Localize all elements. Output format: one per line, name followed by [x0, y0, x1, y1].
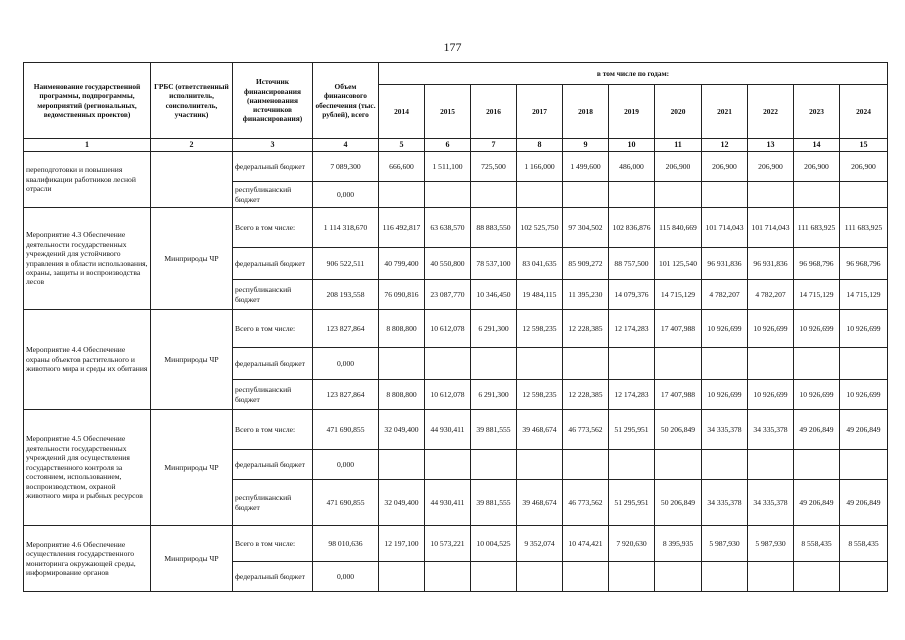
year-value-2022: 10 926,699 — [748, 310, 794, 348]
year-value-2024 — [840, 182, 888, 208]
year-value-2022 — [748, 562, 794, 592]
year-value-2022 — [748, 348, 794, 380]
year-value-2019: 102 836,876 — [609, 208, 655, 248]
table-body — [24, 152, 888, 592]
funding-source: федеральный бюджет — [233, 450, 313, 480]
header-name: Наименование государственной программы, подпрограммы, мероприятий (региональных, ведомственных проектов) — [24, 63, 151, 139]
year-value-2019: 51 295,951 — [609, 410, 655, 450]
measure-grbs: Минприроды ЧР — [151, 208, 233, 310]
year-value-2016: 78 537,100 — [471, 248, 517, 280]
table-row — [24, 310, 888, 348]
column-number: 6 — [425, 139, 471, 152]
year-value-2023 — [794, 348, 840, 380]
header-source: Источник финансирования (наименования источников финансирования) — [233, 63, 313, 139]
year-value-2022: 10 926,699 — [748, 380, 794, 410]
year-value-2021: 34 335,378 — [702, 480, 748, 526]
year-value-2017: 19 484,115 — [517, 280, 563, 310]
year-value-2017 — [517, 450, 563, 480]
year-value-2019: 486,000 — [609, 152, 655, 182]
funding-total: 0,000 — [313, 348, 379, 380]
measure-name: Мероприятие 4.4 Обеспечение охраны объектов растительного и животного мира и среды их обитания — [24, 310, 151, 410]
year-header-2017: 2017 — [517, 85, 563, 139]
year-value-2017: 9 352,074 — [517, 526, 563, 562]
year-value-2020: 8 395,935 — [655, 526, 702, 562]
header-total: Объем финансового обеспечения (тыс. рублей), всего — [313, 63, 379, 139]
year-value-2018 — [563, 450, 609, 480]
funding-source: Всего в том числе: — [233, 310, 313, 348]
year-value-2021 — [702, 450, 748, 480]
funding-total: 98 010,636 — [313, 526, 379, 562]
year-value-2014: 116 492,817 — [379, 208, 425, 248]
funding-total: 471 690,855 — [313, 480, 379, 526]
funding-total: 471 690,855 — [313, 410, 379, 450]
year-value-2024: 10 926,699 — [840, 310, 888, 348]
measure-grbs: Минприроды ЧР — [151, 310, 233, 410]
year-value-2021: 5 987,930 — [702, 526, 748, 562]
year-value-2020 — [655, 182, 702, 208]
header-grbs: ГРБС (ответственный исполнитель, соисполнитель, участник) — [151, 63, 233, 139]
year-value-2018: 85 909,272 — [563, 248, 609, 280]
year-value-2023 — [794, 182, 840, 208]
year-header-2018: 2018 — [563, 85, 609, 139]
year-value-2017: 1 166,000 — [517, 152, 563, 182]
year-value-2016 — [471, 182, 517, 208]
year-value-2022: 4 782,207 — [748, 280, 794, 310]
year-value-2014 — [379, 348, 425, 380]
year-value-2024: 8 558,435 — [840, 526, 888, 562]
year-value-2019: 7 920,630 — [609, 526, 655, 562]
year-value-2023: 8 558,435 — [794, 526, 840, 562]
year-value-2024: 206,900 — [840, 152, 888, 182]
year-value-2024 — [840, 562, 888, 592]
year-value-2017: 12 598,235 — [517, 310, 563, 348]
year-value-2017: 39 468,674 — [517, 480, 563, 526]
year-value-2018: 46 773,562 — [563, 480, 609, 526]
year-value-2018: 10 474,421 — [563, 526, 609, 562]
year-value-2016: 39 881,555 — [471, 480, 517, 526]
year-value-2023 — [794, 562, 840, 592]
year-value-2014: 8 808,800 — [379, 310, 425, 348]
column-number-row — [24, 139, 888, 152]
table-row — [24, 410, 888, 450]
financing-table — [23, 62, 888, 592]
year-value-2015: 44 930,411 — [425, 410, 471, 450]
year-value-2020: 50 206,849 — [655, 410, 702, 450]
year-value-2023: 14 715,129 — [794, 280, 840, 310]
funding-source: федеральный бюджет — [233, 562, 313, 592]
year-value-2020 — [655, 562, 702, 592]
year-value-2019 — [609, 562, 655, 592]
year-header-2014: 2014 — [379, 85, 425, 139]
column-number: 2 — [151, 139, 233, 152]
year-value-2016: 10 346,450 — [471, 280, 517, 310]
year-value-2020: 17 407,988 — [655, 380, 702, 410]
year-value-2014 — [379, 562, 425, 592]
year-value-2021 — [702, 348, 748, 380]
year-value-2024 — [840, 450, 888, 480]
year-value-2016: 88 883,550 — [471, 208, 517, 248]
year-value-2019: 12 174,283 — [609, 310, 655, 348]
year-value-2020: 115 840,669 — [655, 208, 702, 248]
year-value-2020: 206,900 — [655, 152, 702, 182]
column-number: 15 — [840, 139, 888, 152]
year-value-2017 — [517, 182, 563, 208]
year-value-2018: 46 773,562 — [563, 410, 609, 450]
year-value-2016: 6 291,300 — [471, 380, 517, 410]
year-value-2016 — [471, 562, 517, 592]
year-value-2019 — [609, 450, 655, 480]
year-value-2015: 44 930,411 — [425, 480, 471, 526]
year-value-2014: 40 799,400 — [379, 248, 425, 280]
year-value-2018 — [563, 182, 609, 208]
year-value-2020 — [655, 348, 702, 380]
column-number: 10 — [609, 139, 655, 152]
year-value-2021: 206,900 — [702, 152, 748, 182]
header-by-years: в том числе по годам: — [379, 63, 888, 85]
year-value-2023: 111 683,925 — [794, 208, 840, 248]
year-value-2014: 32 049,400 — [379, 410, 425, 450]
measure-name: Мероприятие 4.5 Обеспечение деятельности государственных учреждений для осуществления государственного контроля за состоянием, использованием, воспроизводством, охраной животного мира и рыбных ресурсов — [24, 410, 151, 526]
year-header-2019: 2019 — [609, 85, 655, 139]
year-value-2024: 14 715,129 — [840, 280, 888, 310]
year-value-2015 — [425, 182, 471, 208]
year-value-2024: 49 206,849 — [840, 480, 888, 526]
year-header-2021: 2021 — [702, 85, 748, 139]
year-value-2017: 102 525,750 — [517, 208, 563, 248]
year-value-2022: 34 335,378 — [748, 480, 794, 526]
funding-source: федеральный бюджет — [233, 348, 313, 380]
year-value-2021: 10 926,699 — [702, 310, 748, 348]
funding-total: 0,000 — [313, 450, 379, 480]
year-value-2023: 96 968,796 — [794, 248, 840, 280]
funding-source: республиканский бюджет — [233, 182, 313, 208]
column-number: 9 — [563, 139, 609, 152]
year-value-2020: 50 206,849 — [655, 480, 702, 526]
year-value-2023: 49 206,849 — [794, 480, 840, 526]
column-number: 14 — [794, 139, 840, 152]
year-value-2016: 725,500 — [471, 152, 517, 182]
year-value-2021: 101 714,043 — [702, 208, 748, 248]
year-value-2015: 10 573,221 — [425, 526, 471, 562]
funding-total: 0,000 — [313, 562, 379, 592]
funding-total: 0,000 — [313, 182, 379, 208]
column-number: 13 — [748, 139, 794, 152]
table-row — [24, 152, 888, 182]
year-value-2023: 206,900 — [794, 152, 840, 182]
year-value-2018: 12 228,385 — [563, 380, 609, 410]
year-value-2022: 34 335,378 — [748, 410, 794, 450]
year-value-2019: 51 295,951 — [609, 480, 655, 526]
year-value-2014: 12 197,100 — [379, 526, 425, 562]
year-value-2024: 49 206,849 — [840, 410, 888, 450]
column-number: 5 — [379, 139, 425, 152]
year-value-2016: 39 881,555 — [471, 410, 517, 450]
year-value-2019 — [609, 182, 655, 208]
year-header-2022: 2022 — [748, 85, 794, 139]
year-value-2023: 10 926,699 — [794, 380, 840, 410]
year-value-2019 — [609, 348, 655, 380]
year-header-2024: 2024 — [840, 85, 888, 139]
year-value-2016 — [471, 450, 517, 480]
year-value-2021: 4 782,207 — [702, 280, 748, 310]
column-number: 1 — [24, 139, 151, 152]
year-value-2024: 111 683,925 — [840, 208, 888, 248]
funding-total: 123 827,864 — [313, 310, 379, 348]
year-value-2014: 8 808,800 — [379, 380, 425, 410]
funding-source: Всего в том числе: — [233, 526, 313, 562]
year-value-2014: 32 049,400 — [379, 480, 425, 526]
year-header-2015: 2015 — [425, 85, 471, 139]
year-value-2015: 1 511,100 — [425, 152, 471, 182]
year-value-2016 — [471, 348, 517, 380]
funding-source: республиканский бюджет — [233, 280, 313, 310]
funding-source: федеральный бюджет — [233, 248, 313, 280]
page-number: 177 — [443, 40, 462, 54]
year-value-2023: 49 206,849 — [794, 410, 840, 450]
year-value-2022: 5 987,930 — [748, 526, 794, 562]
year-value-2021: 34 335,378 — [702, 410, 748, 450]
year-value-2017 — [517, 562, 563, 592]
year-value-2014 — [379, 182, 425, 208]
year-value-2014 — [379, 450, 425, 480]
year-value-2015: 23 087,770 — [425, 280, 471, 310]
year-value-2017: 12 598,235 — [517, 380, 563, 410]
year-header-2020: 2020 — [655, 85, 702, 139]
year-value-2015: 10 612,078 — [425, 380, 471, 410]
year-value-2020: 14 715,129 — [655, 280, 702, 310]
funding-total: 7 089,300 — [313, 152, 379, 182]
year-value-2022 — [748, 182, 794, 208]
table-row — [24, 526, 888, 562]
measure-grbs: Минприроды ЧР — [151, 410, 233, 526]
table-header — [24, 63, 888, 152]
year-value-2015 — [425, 348, 471, 380]
column-number: 8 — [517, 139, 563, 152]
funding-source: республиканский бюджет — [233, 480, 313, 526]
column-number: 12 — [702, 139, 748, 152]
year-value-2020: 17 407,988 — [655, 310, 702, 348]
year-value-2022: 101 714,043 — [748, 208, 794, 248]
year-value-2024: 96 968,796 — [840, 248, 888, 280]
measure-name: переподготовки и повышения квалификации работников лесной отрасли — [24, 152, 151, 208]
year-value-2014: 76 090,816 — [379, 280, 425, 310]
column-number: 7 — [471, 139, 517, 152]
year-value-2014: 666,600 — [379, 152, 425, 182]
funding-total: 1 114 318,670 — [313, 208, 379, 248]
year-value-2018 — [563, 348, 609, 380]
year-value-2024: 10 926,699 — [840, 380, 888, 410]
funding-total: 906 522,511 — [313, 248, 379, 280]
column-number: 3 — [233, 139, 313, 152]
year-value-2023 — [794, 450, 840, 480]
year-header-2016: 2016 — [471, 85, 517, 139]
year-value-2015: 10 612,078 — [425, 310, 471, 348]
year-value-2019: 12 174,283 — [609, 380, 655, 410]
funding-source: республиканский бюджет — [233, 380, 313, 410]
year-value-2017: 83 041,635 — [517, 248, 563, 280]
year-value-2019: 88 757,500 — [609, 248, 655, 280]
year-value-2018: 1 499,600 — [563, 152, 609, 182]
year-value-2021: 10 926,699 — [702, 380, 748, 410]
year-value-2021: 96 931,836 — [702, 248, 748, 280]
funding-total: 208 193,558 — [313, 280, 379, 310]
year-value-2017: 39 468,674 — [517, 410, 563, 450]
year-value-2018 — [563, 562, 609, 592]
funding-source: Всего в том числе: — [233, 410, 313, 450]
year-value-2020 — [655, 450, 702, 480]
year-header-2023: 2023 — [794, 85, 840, 139]
measure-grbs — [151, 152, 233, 208]
year-value-2018: 11 395,230 — [563, 280, 609, 310]
year-value-2020: 101 125,540 — [655, 248, 702, 280]
funding-source: Всего в том числе: — [233, 208, 313, 248]
funding-total: 123 827,864 — [313, 380, 379, 410]
year-value-2018: 12 228,385 — [563, 310, 609, 348]
year-value-2016: 10 004,525 — [471, 526, 517, 562]
measure-name: Мероприятие 4.3 Обеспечение деятельности государственных учреждений для устойчивого управления в области использования, охраны, защиты и воспроизводства лесов — [24, 208, 151, 310]
year-value-2022: 96 931,836 — [748, 248, 794, 280]
funding-source: федеральный бюджет — [233, 152, 313, 182]
year-value-2021 — [702, 182, 748, 208]
year-value-2015: 40 550,800 — [425, 248, 471, 280]
year-value-2023: 10 926,699 — [794, 310, 840, 348]
year-value-2015 — [425, 562, 471, 592]
measure-grbs: Минприроды ЧР — [151, 526, 233, 592]
measure-name: Мероприятие 4.6 Обеспечение осуществления государственного мониторинга окружающей среды, информирование органов — [24, 526, 151, 592]
year-value-2016: 6 291,300 — [471, 310, 517, 348]
year-value-2017 — [517, 348, 563, 380]
year-value-2022 — [748, 450, 794, 480]
year-value-2022: 206,900 — [748, 152, 794, 182]
column-number: 11 — [655, 139, 702, 152]
year-value-2015 — [425, 450, 471, 480]
table-row — [24, 208, 888, 248]
year-value-2019: 14 079,376 — [609, 280, 655, 310]
year-value-2021 — [702, 562, 748, 592]
year-value-2018: 97 304,502 — [563, 208, 609, 248]
year-value-2015: 63 638,570 — [425, 208, 471, 248]
column-number: 4 — [313, 139, 379, 152]
year-value-2024 — [840, 348, 888, 380]
